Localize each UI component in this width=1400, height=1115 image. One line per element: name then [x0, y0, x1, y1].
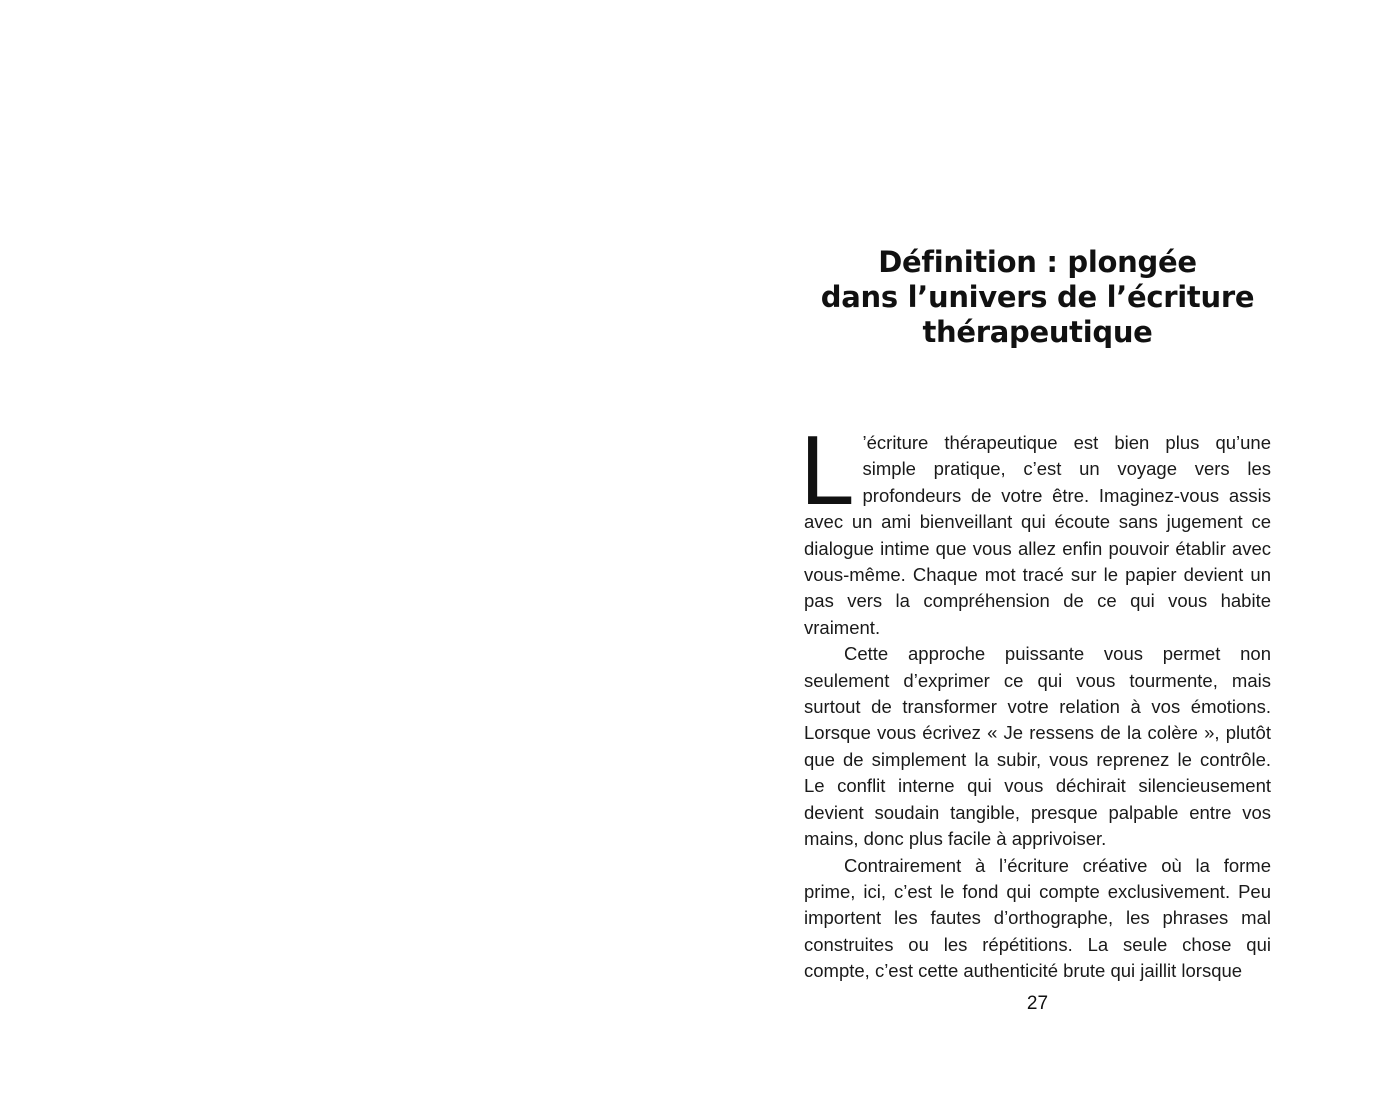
paragraph-2: Cette approche puissante vous permet non seulement d’exprimer ce qui vous tourmente, mais surtout de transformer votre relation à vos émotions. Lorsque vous écrivez « Je ressens de la colère », plutôt que de simplement la subir, vous reprenez le contrôle. Le conflit interne qui vous déchirait silencieusement devient soudain tangible, presque palpable entre vos mains, donc plus facile à apprivoiser.	[804, 643, 1271, 850]
drop-cap: L	[800, 415, 855, 525]
paragraph-1-text: ’écriture thérapeutique est bien plus qu’une simple pratique, c’est un voyage vers les profondeurs de votre être. Imaginez-vous assis avec un ami bienveillant qui écoute sans jugement ce dialogue intime que vous allez enfin pouvoir établir avec vous-même. Chaque mot tracé sur le papier devient un pas vers la compréhension de ce qui vous habite vraiment.	[804, 432, 1271, 638]
paragraph-3: Contrairement à l’écriture créative où la forme prime, ici, c’est le fond qui compte exclusivement. Peu importent les fautes d’orthographe, les phrases mal construites ou les répétitions. La seule chose qui compte, c’est cette authenticité brute qui jaillit lorsque	[804, 854, 1271, 982]
chapter-title	[815, 245, 1260, 350]
right-page	[700, 0, 1400, 1115]
chapter-title-line-3: thérapeutique	[922, 315, 1153, 349]
chapter-title-line-1: Définition : plongée	[878, 245, 1197, 279]
chapter-title-line-2: dans l’univers de l’écriture	[820, 280, 1255, 314]
body-text	[800, 415, 1271, 985]
page-number: 27	[1026, 993, 1049, 1014]
paragraph-1	[800, 415, 1271, 641]
